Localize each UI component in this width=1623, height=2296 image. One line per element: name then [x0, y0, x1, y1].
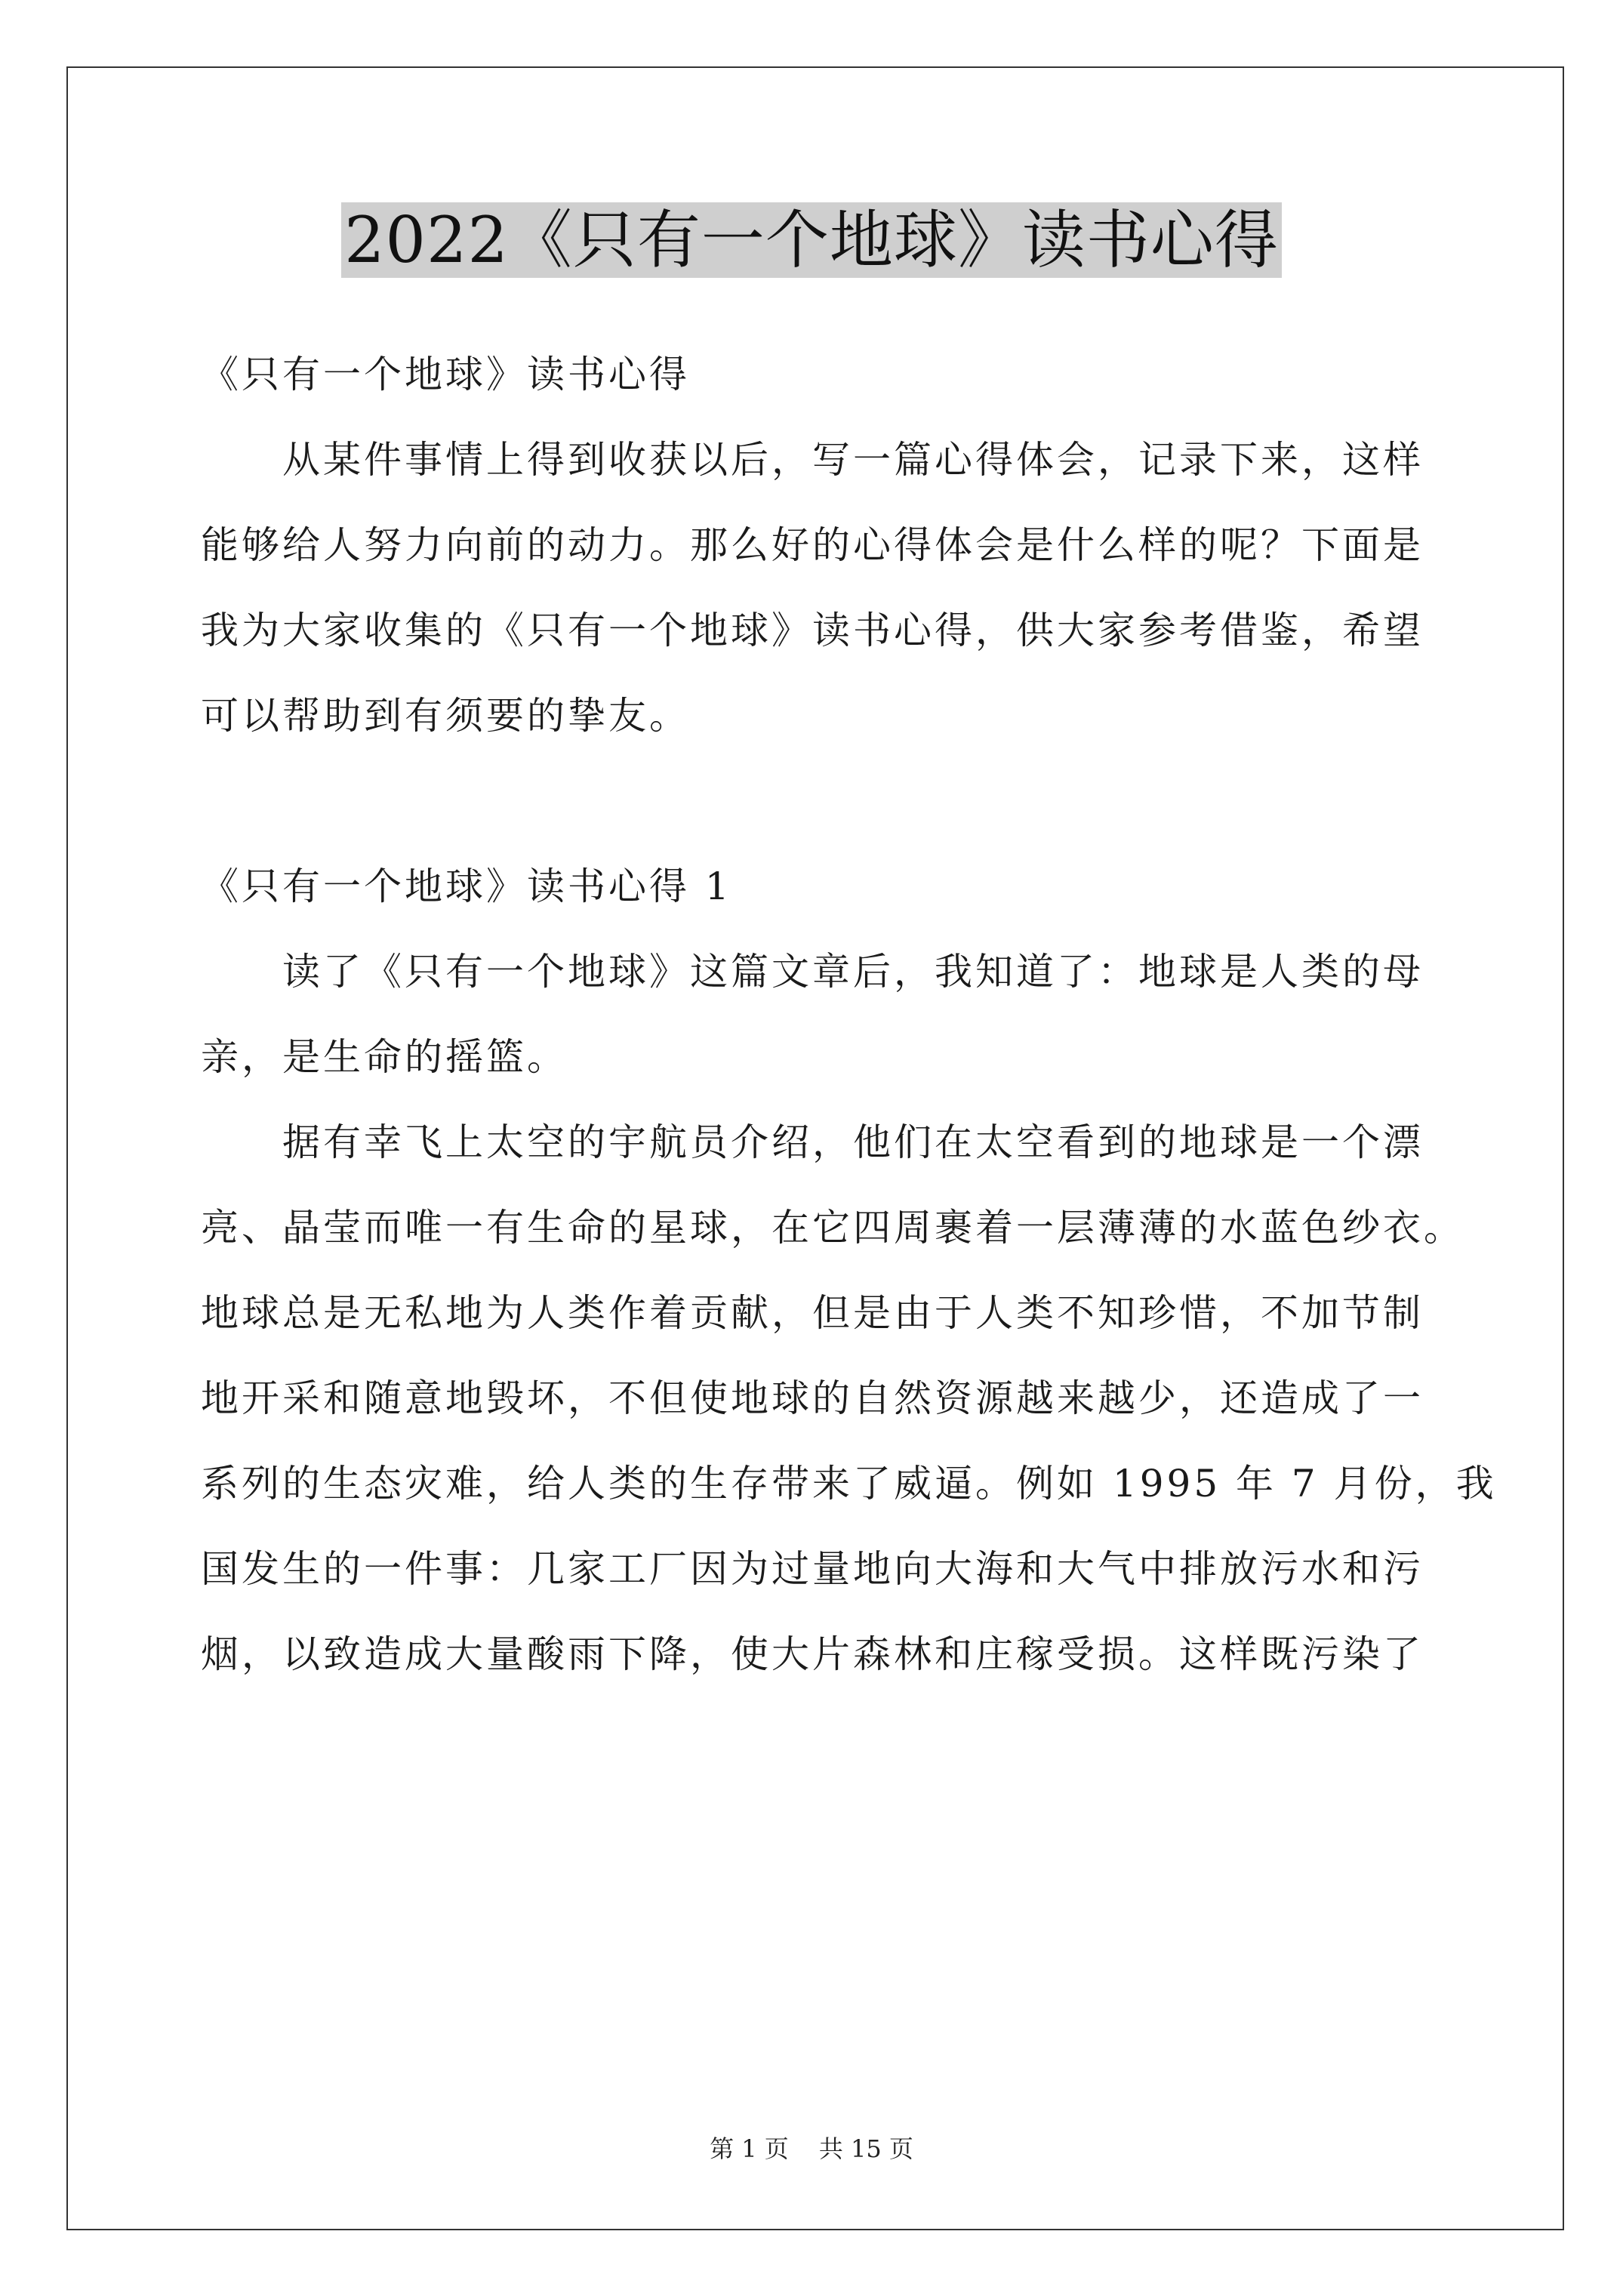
paragraph-line: 亮、晶莹而唯一有生命的星球，在它四周裹着一层薄薄的水蓝色纱衣。 [201, 1206, 1464, 1250]
page-number: 第 1 页 [710, 2134, 789, 2163]
paragraph-line: 从某件事情上得到收获以后，写一篇心得体会，记录下来，这样 [282, 438, 1424, 482]
section-heading: 《只有一个地球》读书心得 [201, 353, 690, 396]
paragraph-line: 国发生的一件事：几家工厂因为过量地向大海和大气中排放污水和污 [201, 1547, 1424, 1591]
paragraph-line: 烟，以致造成大量酸雨下降，使大片森林和庄稼受损。这样既污染了 [201, 1632, 1424, 1676]
title-container [0, 202, 1623, 278]
paragraph-line: 可以帮助到有须要的挚友。 [201, 694, 690, 738]
document-body [201, 332, 1497, 1697]
section-heading: 《只有一个地球》读书心得 1 [201, 864, 732, 908]
paragraph-line: 地球总是无私地为人类作着贡献，但是由于人类不知珍惜，不加节制 [201, 1291, 1424, 1335]
document-title: 2022《只有一个地球》读书心得 [341, 202, 1282, 278]
paragraph-line: 系列的生态灾难，给人类的生存带来了威逼。例如 1995 年 7 月份，我 [201, 1462, 1497, 1505]
page-count: 共 15 页 [818, 2134, 913, 2163]
paragraph-line: 我为大家收集的《只有一个地球》读书心得，供大家参考借鉴，希望 [201, 609, 1424, 652]
blank-line [201, 759, 1439, 844]
paragraph-line: 地开采和随意地毁坏，不但使地球的自然资源越来越少，还造成了一 [201, 1376, 1424, 1420]
paragraph-line: 读了《只有一个地球》这篇文章后，我知道了：地球是人类的母 [282, 950, 1424, 994]
paragraph-line: 据有幸飞上太空的宇航员介绍，他们在太空看到的地球是一个漂 [282, 1120, 1424, 1164]
paragraph-line: 能够给人努力向前的动力。那么好的心得体会是什么样的呢？下面是 [201, 523, 1424, 567]
page-footer [0, 2134, 1623, 2164]
paragraph-line: 亲，是生命的摇篮。 [201, 1035, 568, 1079]
